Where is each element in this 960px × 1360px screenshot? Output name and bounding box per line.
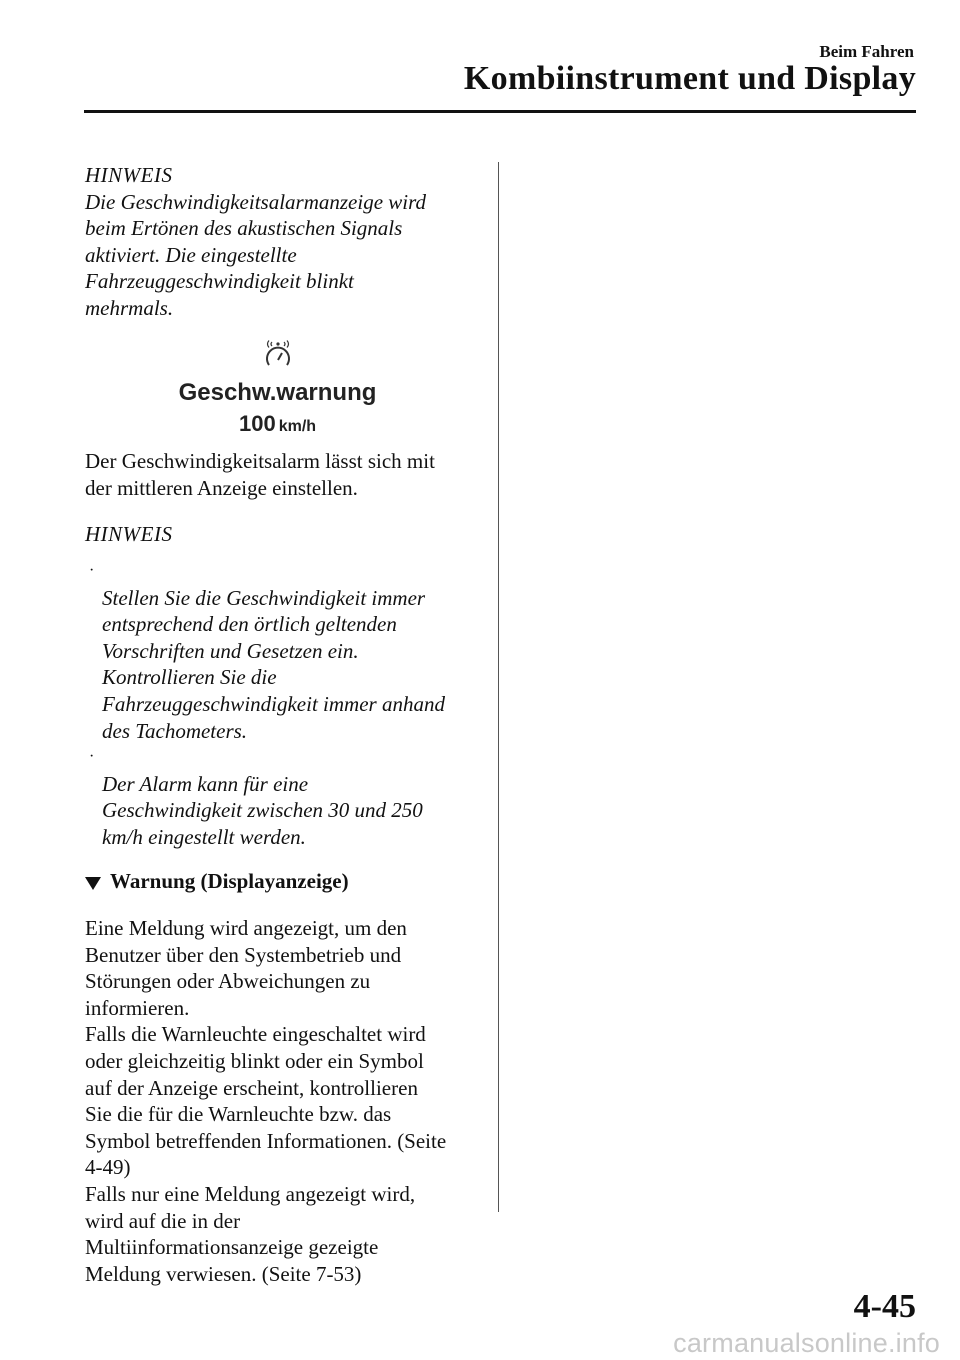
header-rule xyxy=(84,110,916,113)
note-heading: HINWEIS xyxy=(85,163,173,187)
list-item xyxy=(85,744,485,850)
speed-value: 100 xyxy=(238,411,276,437)
note-text: Die Geschwindigkeitsalarmanzeige wird beim Ertönen des akustischen Signals aktiviert. Die eingestellte Fahrzeuggeschwindigkeit blinkt mehrmals. xyxy=(85,189,427,320)
list-item xyxy=(85,558,485,744)
column-divider xyxy=(498,162,499,1212)
watermark: carmanualsonline.info xyxy=(673,1328,940,1358)
bullet-icon: · xyxy=(89,748,95,766)
left-column xyxy=(85,162,485,1287)
bullet-text: Stellen Sie die Geschwindigkeit immer entsprechend den örtlich geltenden Vorschriften und Gesetzen ein. Kontrollieren Sie die Fahrzeuggeschwindigkeit immer anhand des Tachometers. xyxy=(102,585,445,743)
section-heading xyxy=(85,868,485,895)
display-label: Geschw.warnung xyxy=(178,379,377,407)
chapter-label: Beim Fahren xyxy=(819,42,914,61)
bullet-icon: · xyxy=(89,561,95,579)
note-bullet-list xyxy=(85,558,485,851)
section-body: Eine Meldung wird angezeigt, um den Benutzer über den Systembetrieb und Störungen oder Abweichungen zu informieren. Falls die Warnleuchte eingeschaltet wird oder gleichzeitig blinkt oder ein Symbol auf der Anzeige erscheint, kontrollieren Sie die für die Warnleuchte bzw. das Symbol betreffenden Informationen. (Seite 4-49) Falls nur eine Meldung angezeigt wird, wird auf die in der Multiinformationsanzeige gezeigte Meldung verwiesen. (Seite 7-53) xyxy=(85,916,447,1286)
section-heading-text: Warnung (Displayanzeige) xyxy=(110,869,349,894)
speed-unit: km/h xyxy=(278,418,317,436)
display-speed-readout xyxy=(85,411,470,440)
page-title: Kombiinstrument und Display xyxy=(463,60,916,97)
triangle-down-icon xyxy=(85,877,101,890)
page-number: 4-45 xyxy=(853,1288,916,1325)
paragraph: Der Geschwindigkeitsalarm lässt sich mit der mittleren Anzeige einstellen. xyxy=(85,449,435,500)
bullet-text: Der Alarm kann für eine Geschwindigkeit zwischen 30 und 250 km/h eingestellt werden. xyxy=(102,771,423,849)
speed-warning-icon xyxy=(261,338,295,370)
display-illustration xyxy=(85,338,470,441)
note-heading: HINWEIS xyxy=(85,522,173,547)
